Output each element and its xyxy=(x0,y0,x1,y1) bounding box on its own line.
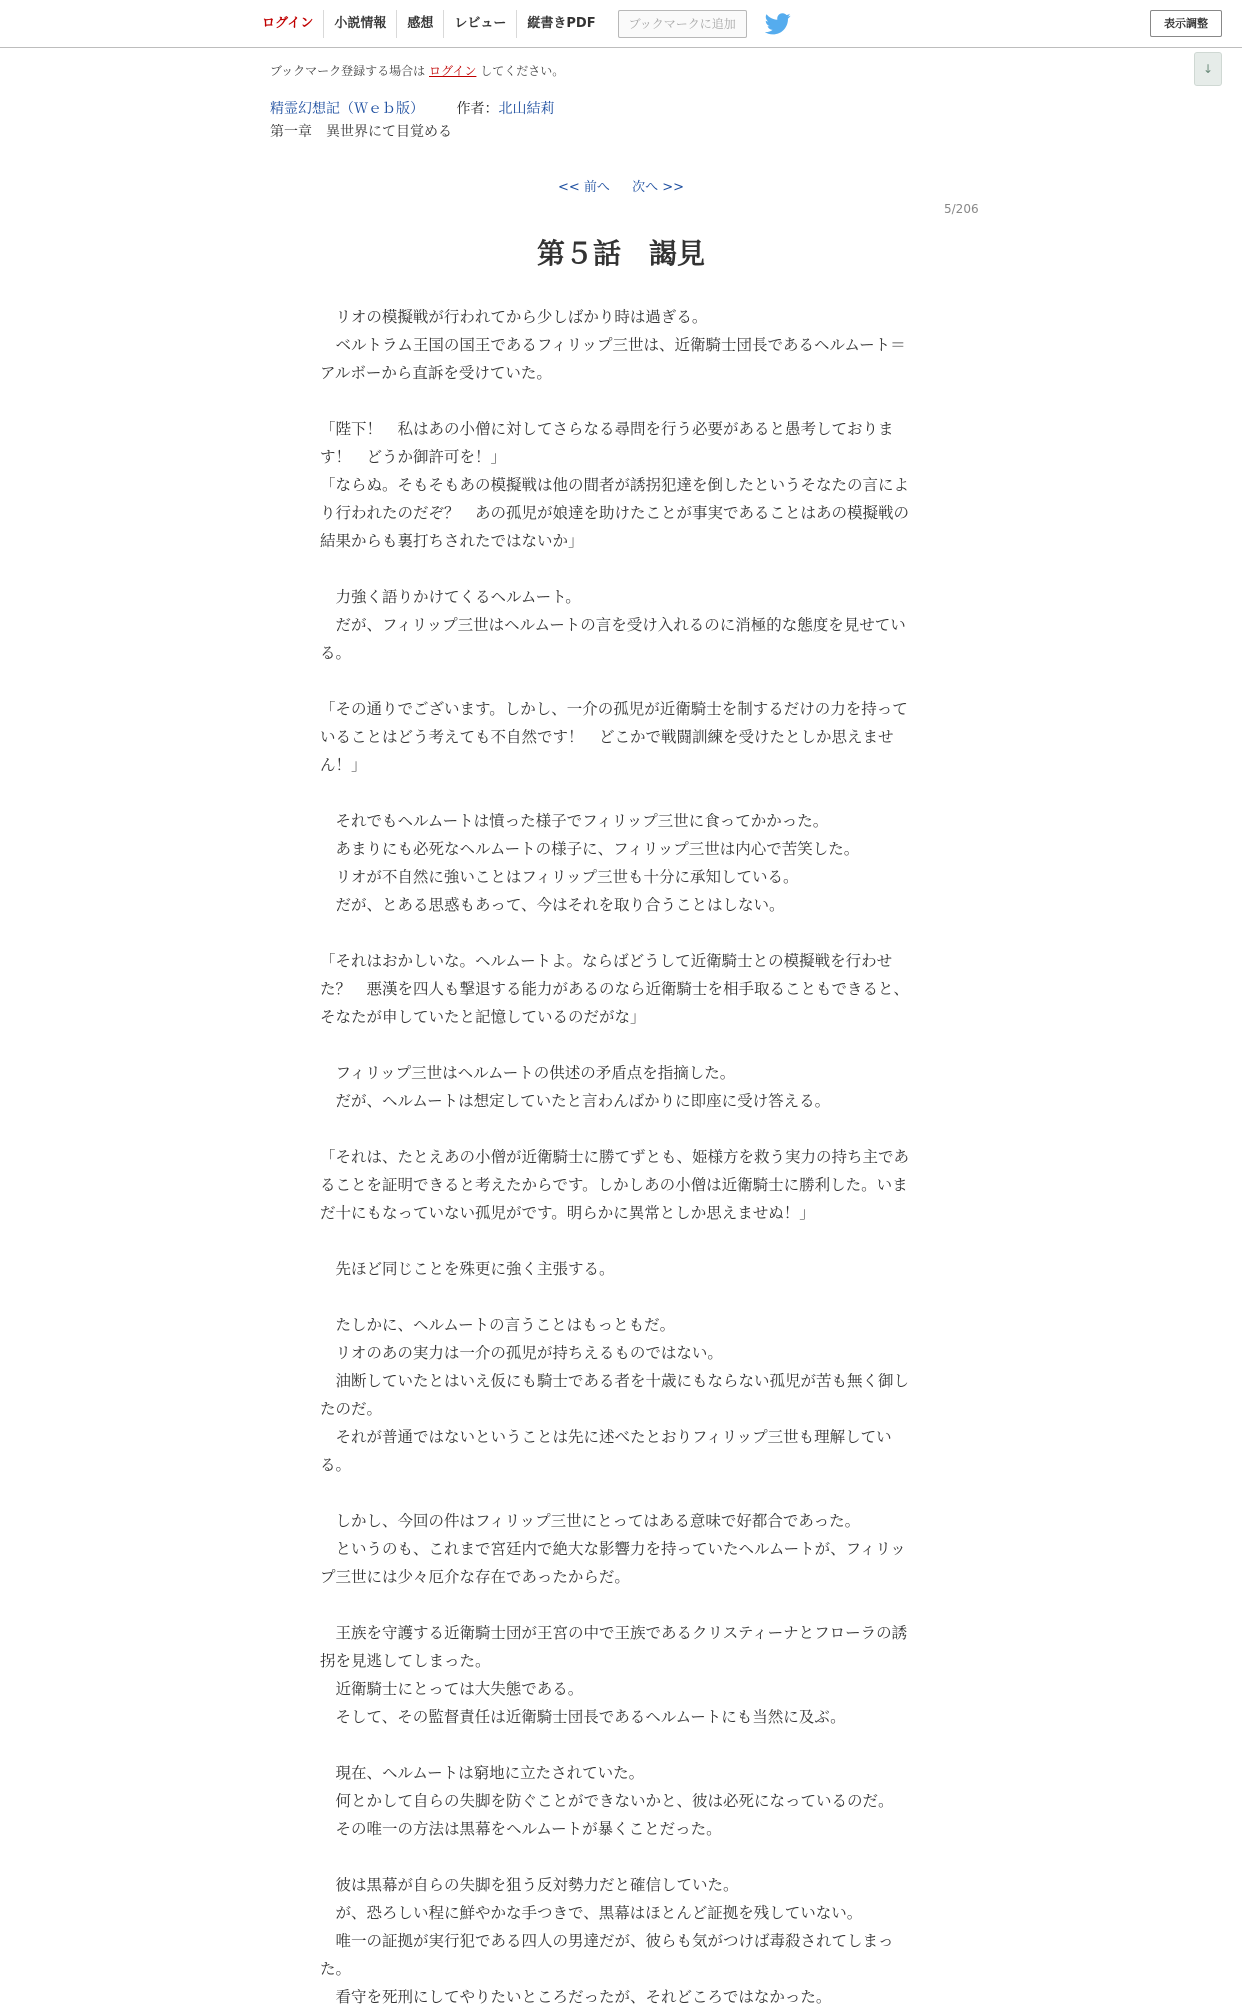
novel-line: 「それはおかしいな。ヘルムートよ。ならばどうして近衛騎士との模擬戦を行わせた？ 悪漢を四人も撃退する能力があるのなら近衛騎士を相手取ることもできると、そなたが申していたと記憶しているのだがな」 xyxy=(320,952,910,1026)
notice-suffix: してください。 xyxy=(480,64,565,78)
novel-line: が、恐ろしい程に鮮やかな手つきで、黒幕はほとんど証拠を残していない。 xyxy=(320,1904,863,1922)
novel-line: だが、ヘルムートは想定していたと言わんばかりに即座に受け答える。 xyxy=(320,1092,831,1110)
novel-line xyxy=(320,555,914,583)
novel-line: それが普通ではないということは先に述べたとおりフィリップ三世も理解している。 xyxy=(320,1428,892,1474)
episode-title: 第５話 謁見 xyxy=(536,237,705,270)
novel-line: 唯一の証拠が実行犯である四人の男達だが、彼らも気がつけば毒殺されてしまった。 xyxy=(320,1932,894,1978)
novel-info-link[interactable]: 小説情報 xyxy=(323,10,396,38)
page-number: 5/206 xyxy=(944,202,979,216)
novel-line xyxy=(320,1843,914,1871)
add-bookmark-button[interactable]: ブックマークに追加 xyxy=(618,10,747,38)
series-title-link[interactable]: 精霊幻想記（Ｗｅｂ版） xyxy=(270,101,424,117)
novel-line: 「それは、たとえあの小僧が近衛騎士に勝てずとも、姫様方を救う実力の持ち主であることを証明できると考えたからです。しかしあの小僧は近衛騎士に勝利した。いまだ十にもなっていない孤児がです。明らかに異常としか思えませぬ！」 xyxy=(320,1148,910,1222)
novel-line: リオが不自然に強いことはフィリップ三世も十分に承知している。 xyxy=(320,868,799,886)
novel-line xyxy=(320,1591,914,1619)
author-label: 作者： xyxy=(456,101,499,117)
notice-prefix: ブックマーク登録する場合は xyxy=(270,64,426,78)
novel-line xyxy=(320,1731,914,1759)
novel-line: 力強く語りかけてくるヘルムート。 xyxy=(320,588,581,606)
prev-episode-link[interactable]: << 前へ xyxy=(558,180,610,195)
novel-line xyxy=(320,1115,914,1143)
series-info xyxy=(270,98,554,118)
scroll-down-button[interactable]: ↓ xyxy=(1194,52,1222,86)
novel-line: だが、フィリップ三世はヘルムートの言を受け入れるのに消極的な態度を見せている。 xyxy=(320,616,906,662)
novel-body xyxy=(320,303,914,2011)
novel-line xyxy=(320,919,914,947)
author-link[interactable]: 北山結莉 xyxy=(498,101,555,117)
novel-line: たしかに、ヘルムートの言うことはもっともだ。 xyxy=(320,1316,676,1334)
novel-line: フィリップ三世はヘルムートの供述の矛盾点を指摘した。 xyxy=(320,1064,736,1082)
novel-line: 「ならぬ。そもそもあの模擬戦は他の間者が誘拐犯達を倒したというそなたの言により行われたのだぞ？ あの孤児が娘達を助けたことが事実であることはあの模擬戦の結果からも裏打ちされたではないか」 xyxy=(320,476,910,550)
novel-line: それでもヘルムートは憤った様子でフィリップ三世に食ってかかった。 xyxy=(320,812,829,830)
episode-pager xyxy=(0,176,1242,195)
twitter-icon[interactable] xyxy=(765,13,791,35)
novel-line: あまりにも必死なヘルムートの様子に、フィリップ三世は内心で苦笑した。 xyxy=(320,840,860,858)
main-nav xyxy=(252,10,791,38)
novel-line: その唯一の方法は黒幕をヘルムートが暴くことだった。 xyxy=(320,1820,722,1838)
novel-line xyxy=(320,387,914,415)
novel-line: ベルトラム王国の国王であるフィリップ三世は、近衛騎士団長であるヘルムート＝アルボーから直訴を受けていた。 xyxy=(320,336,906,382)
novel-line: そして、その監督責任は近衛騎士団長であるヘルムートにも当然に及ぶ。 xyxy=(320,1708,846,1726)
novel-line xyxy=(320,667,914,695)
login-link[interactable]: ログイン xyxy=(262,16,314,31)
novel-line: リオの模擬戦が行われてから少しばかり時は過ぎる。 xyxy=(320,308,708,326)
novel-line: 看守を死刑にしてやりたいところだったが、それどころではなかった。 xyxy=(320,1988,832,2006)
novel-line xyxy=(320,1479,914,1507)
impressions-link[interactable]: 感想 xyxy=(396,10,443,38)
novel-line xyxy=(320,1227,914,1255)
novel-line xyxy=(320,1031,914,1059)
novel-line: 王族を守護する近衛騎士団が王宮の中で王族であるクリスティーナとフローラの誘拐を見逃してしまった。 xyxy=(320,1624,908,1670)
display-settings-button[interactable]: 表示調整 xyxy=(1150,10,1222,37)
novel-line: だが、とある思惑もあって、今はそれを取り合うことはしない。 xyxy=(320,896,785,914)
novel-line xyxy=(320,779,914,807)
bookmark-notice xyxy=(270,62,564,79)
novel-line: 「その通りでございます。しかし、一介の孤児が近衛騎士を制するだけの力を持っていることはどう考えても不自然です！ どこかで戦闘訓練を受けたとしか思えません！」 xyxy=(320,700,908,774)
review-link[interactable]: レビュー xyxy=(443,10,516,38)
next-episode-link[interactable]: 次へ >> xyxy=(632,180,684,195)
top-navigation-bar xyxy=(0,0,1242,48)
novel-line: 何とかして自らの失脚を防ぐことができないかと、彼は必死になっているのだ。 xyxy=(320,1792,894,1810)
chapter-title: 第一章 異世界にて目覚める xyxy=(270,124,452,140)
novel-line: しかし、今回の件はフィリップ三世にとってはある意味で好都合であった。 xyxy=(320,1512,861,1530)
novel-line: 先ほど同じことを殊更に強く主張する。 xyxy=(320,1260,615,1278)
novel-line: 彼は黒幕が自らの失脚を狙う反対勢力だと確信していた。 xyxy=(320,1876,739,1894)
novel-line: 現在、ヘルムートは窮地に立たされていた。 xyxy=(320,1764,645,1782)
novel-line: 「陛下！ 私はあの小僧に対してさらなる尋問を行う必要があると愚考しております！ どうか御許可を！」 xyxy=(320,420,894,466)
novel-line xyxy=(320,1283,914,1311)
vertical-pdf-link[interactable]: 縦書きPDF xyxy=(516,10,605,38)
novel-line: リオのあの実力は一介の孤児が持ちえるものではない。 xyxy=(320,1344,723,1362)
notice-login-link[interactable]: ログイン xyxy=(429,64,477,78)
novel-line: 油断していたとはいえ仮にも騎士である者を十歳にもならない孤児が苦も無く御したのだ。 xyxy=(320,1372,910,1418)
novel-line: 近衛騎士にとっては大失態である。 xyxy=(320,1680,584,1698)
novel-line: というのも、これまで宮廷内で絶大な影響力を持っていたヘルムートが、フィリップ三世には少々厄介な存在であったからだ。 xyxy=(320,1540,906,1586)
author-info xyxy=(456,101,554,117)
